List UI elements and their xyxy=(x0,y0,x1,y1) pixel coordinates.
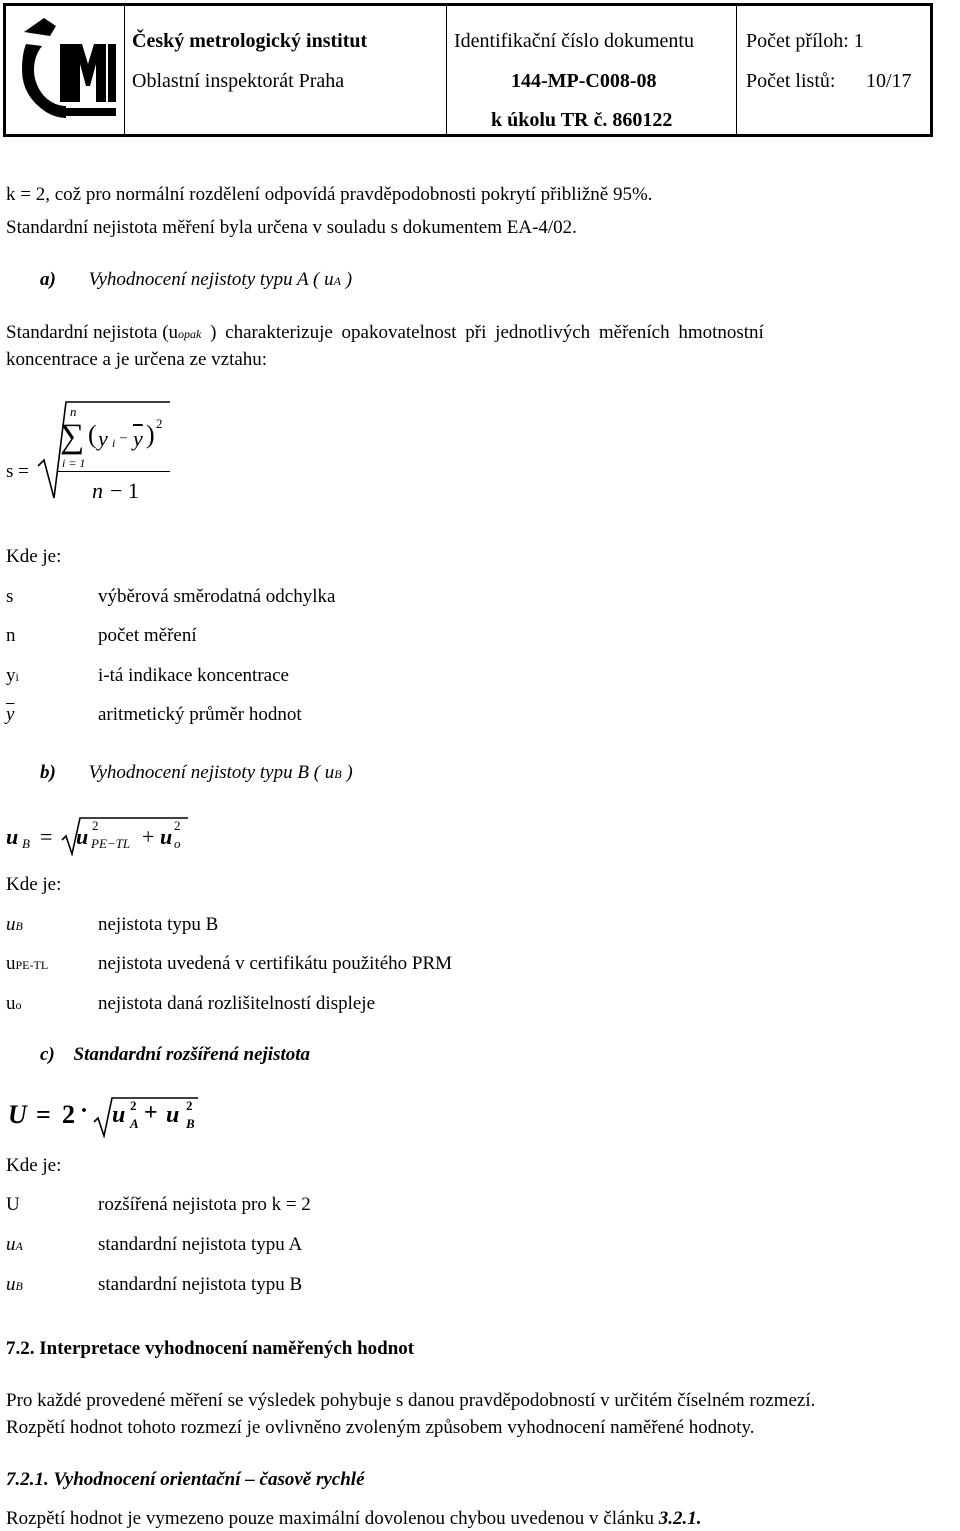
definition-description: nejistota typu B xyxy=(98,914,219,935)
numer-y: y xyxy=(98,426,108,451)
ub-t2: u xyxy=(160,824,173,849)
ub-t1-sub-a: PE xyxy=(91,836,107,851)
sigma-icon: ∑ xyxy=(60,418,85,455)
definition-symbol xyxy=(6,664,19,689)
section-b-title-end: ) xyxy=(341,762,353,783)
section-7-2-para-line-1: Pro každé provedené měření se výsledek pohybuje s danou pravděpodobností v určitém číselném rozmezí. xyxy=(6,1390,816,1411)
section-b-heading xyxy=(40,761,353,786)
definition-symbol xyxy=(6,585,13,610)
ub-lhs-sub: B xyxy=(22,836,30,851)
definition-symbol xyxy=(6,624,16,649)
cmi-logo xyxy=(16,14,116,126)
org-name: Český metrologický institut xyxy=(132,30,368,52)
section-a-where: Kde je: xyxy=(6,546,62,567)
formula-lhs: s = xyxy=(6,461,29,482)
section-7-2-para-line-2: Rozpětí hodnot tohoto rozmezí je ovlivněno zvoleným způsobem vyhodnocení naměřené hodnoty. xyxy=(6,1417,755,1438)
ub-eq: = xyxy=(40,824,53,849)
u-t2-sub: B xyxy=(186,1116,195,1131)
section-b-title: Vyhodnocení nejistoty typu B ( u xyxy=(88,762,335,783)
section-7-2-1-paragraph xyxy=(6,1507,701,1531)
ub-exp1: 2 xyxy=(92,818,99,833)
sqrt-sign-icon xyxy=(36,400,176,504)
symbol-sub: i xyxy=(15,670,19,684)
definition-description: standardní nejistota typu A xyxy=(98,1234,303,1255)
ub-t2-sub: o xyxy=(174,836,181,851)
section-a-title-sub: A xyxy=(333,274,341,288)
section-a-marker: a) xyxy=(40,269,56,290)
symbol-main: u xyxy=(6,1274,16,1295)
definition-symbol xyxy=(6,1233,23,1258)
section-a-paragraph-line-2: koncentrace a je určena ze vztahu: xyxy=(6,349,268,370)
definition-description: nejistota uvedená v certifikátu použitého PRM xyxy=(98,953,453,974)
symbol-sub: o xyxy=(15,998,22,1012)
sum-upper: n xyxy=(70,404,77,419)
section-c-marker: c) xyxy=(40,1044,55,1065)
definition-description: nejistota daná rozlišitelností displeje xyxy=(98,993,376,1014)
u-lhs: U xyxy=(8,1100,27,1129)
para-text: Rozpětí hodnot je vymezeno pouze maximální dovolenou chybou uvedenou v článku xyxy=(6,1508,659,1529)
definition-description: aritmetický průměr hodnot xyxy=(98,704,302,725)
section-c-where: Kde je: xyxy=(6,1155,62,1176)
pages-label: Počet listů: xyxy=(746,70,836,92)
doc-id-label: Identifikační číslo dokumentu xyxy=(454,30,694,52)
symbol-main: y xyxy=(6,665,16,686)
section-b-where: Kde je: xyxy=(6,874,62,895)
org-branch: Oblastní inspektorát Praha xyxy=(132,70,345,92)
symbol-main: u xyxy=(6,914,16,935)
definition-symbol xyxy=(6,1273,23,1298)
numer-ybar: $\overline{y}$ xyxy=(133,426,143,451)
symbol-main: $\overline{y}$ xyxy=(6,704,15,725)
denom-rest: − 1 xyxy=(110,478,139,503)
symbol-main: s xyxy=(6,586,14,607)
section-a-heading xyxy=(40,268,352,293)
article-reference: 3.2.1. xyxy=(658,1508,702,1529)
cmi-logo-icon xyxy=(16,14,116,126)
numer-minus: – xyxy=(120,430,127,445)
para-start: Standardní nejistota (u xyxy=(6,322,179,343)
definition-symbol xyxy=(6,1193,20,1218)
definition-symbol xyxy=(6,992,22,1017)
u-t1: u xyxy=(112,1102,126,1128)
numer-sub: i xyxy=(112,436,116,450)
para-sub: opak xyxy=(178,327,202,341)
document-header xyxy=(3,3,933,137)
u-t2: u xyxy=(166,1102,180,1128)
section-a-paragraph-line-1 xyxy=(6,321,956,346)
definition-symbol xyxy=(6,703,14,728)
symbol-main: u xyxy=(6,993,16,1014)
ub-t1-sub xyxy=(91,836,130,852)
section-b-marker: b) xyxy=(40,762,56,783)
definition-symbol xyxy=(6,952,48,977)
u-plus: + xyxy=(144,1100,158,1126)
section-b-title-sub: B xyxy=(334,767,342,781)
definition-description: i-tá indikace koncentrace xyxy=(98,665,289,686)
ub-t1-sub-dash: − xyxy=(106,836,116,851)
numer-exp: 2 xyxy=(156,416,163,431)
open-paren: ( xyxy=(88,420,97,449)
u-two: 2 xyxy=(62,1100,75,1129)
section-c-heading xyxy=(40,1043,310,1067)
intro-line-1: k = 2, což pro normální rozdělení odpovídá pravděpodobnosti pokrytí přibližně 95%. xyxy=(6,184,653,205)
definition-description: standardní nejistota typu B xyxy=(98,1274,303,1295)
denom-n: n xyxy=(92,478,103,503)
symbol-main: u xyxy=(6,1234,16,1255)
section-a-title: Vyhodnocení nejistoty typu A ( u xyxy=(88,269,334,290)
definition-description: počet měření xyxy=(98,625,197,646)
section-7-2-heading: 7.2. Interpretace vyhodnocení naměřených hodnot xyxy=(6,1338,415,1359)
section-a-title-end: ) xyxy=(340,269,353,290)
u-t1-sub: A xyxy=(130,1116,139,1131)
symbol-sub: B xyxy=(15,1279,23,1293)
ub-lhs: u xyxy=(6,824,19,849)
symbol-sub: PE-TL xyxy=(15,958,49,972)
symbol-sub: B xyxy=(15,919,23,933)
u-exp2: 2 xyxy=(186,1098,193,1113)
symbol-sub: A xyxy=(15,1239,23,1253)
ub-t1-sub-b: TL xyxy=(115,836,131,851)
definition-symbol xyxy=(6,913,23,938)
doc-id: 144-MP-C008-08 xyxy=(511,70,657,92)
close-paren: ) xyxy=(146,420,155,449)
ub-t1: u xyxy=(76,824,89,849)
u-eq: = xyxy=(36,1100,51,1129)
symbol-main: u xyxy=(6,953,16,974)
u-dot: · xyxy=(80,1098,89,1124)
ub-exp2: 2 xyxy=(174,818,181,833)
attachments-count: Počet příloh: 1 xyxy=(746,30,864,52)
definition-description: výběrová směrodatná odchylka xyxy=(98,586,336,607)
intro-line-2: Standardní nejistota měření byla určena v souladu s dokumentem EA-4/02. xyxy=(6,217,577,238)
para-rest: ) charakterizuje opakovatelnost při jednotlivých měřeních hmotnostní xyxy=(201,322,764,343)
section-c-title: Standardní rozšířená nejistota xyxy=(73,1044,311,1065)
sum-lower: i = 1 xyxy=(62,456,86,470)
task-reference: k úkolu TR č. 860122 xyxy=(491,109,673,131)
symbol-main: U xyxy=(6,1194,20,1215)
pages-value: 10/17 xyxy=(866,70,912,92)
section-7-2-1-heading: 7.2.1. Vyhodnocení orientační – časově rychlé xyxy=(6,1469,365,1490)
fraction-bar xyxy=(58,471,170,472)
u-exp1: 2 xyxy=(130,1098,137,1113)
ub-plus: + xyxy=(142,824,155,849)
definition-description: rozšířená nejistota pro k = 2 xyxy=(98,1194,311,1215)
symbol-main: n xyxy=(6,625,16,646)
